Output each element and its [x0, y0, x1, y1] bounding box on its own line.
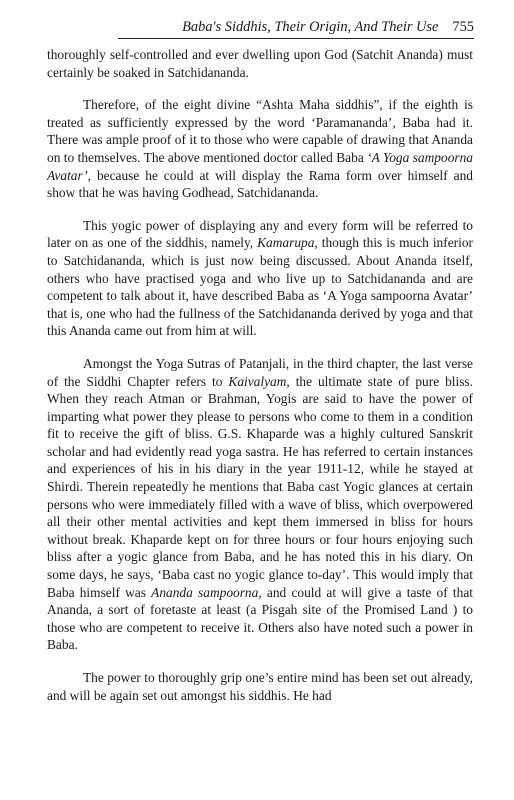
- text-run: , the ultimate state of pure bliss. When they reach Atman or Brahman, Yogis are said to have the power of imparting what power they please to persons who come to them in a condition fit to receive the gift of bliss. G.S. Khaparde was a highly cultured Sanskrit scholar and had evidently read yoga sastra. He has referred to certain instances and experiences of his in his diary in the year 1911-12, while he stayed at Shirdi. Therein repeatedly he mentions that Baba cast Yogic glances at certain persons who were immediately filled with a wave of bliss, which overpowered all their other mental activities and kept them immersed in bliss for hours without break. Khaparde kept on for three hours or four hours enjoying such bliss after a yogic glance from Baba, and he has noted this in his diary. On some days, he says, ‘Baba cast no yogic glance to-day’. This would imply that Baba himself was: [47, 373, 473, 600]
- running-header: [118, 17, 474, 39]
- italic-term: ‘A Yoga sampoorna Avatar’,: [47, 149, 473, 183]
- text-run: Amongst the Yoga Sutras of Patanjali, in the third chapter, the last verse of the Siddhi Chapter refers to: [47, 355, 473, 389]
- text-run: , though this is much inferior to Satchidananda, which is just now being discussed. About Ananda itself, others who have practised yoga and who live up to Satchidananda and are competent to talk about it, have described Baba as ‘A Yoga sampoorna Avatar’ that is, one who had the fullness of the Satchidananda derived by yoga and that this Ananda came out from him at will.: [47, 235, 473, 339]
- body-text: [47, 46, 473, 704]
- text-run: and could at will give a taste of that Ananda, a sort of foretaste at least (a Pisgah site of the Promised Land ) to those who are competent to receive it. Others also have noted such a power in Baba.: [47, 584, 474, 653]
- paragraph: [47, 669, 473, 704]
- paragraph: [47, 96, 473, 202]
- paragraph: [47, 46, 473, 81]
- italic-term: Kaivalyam: [228, 373, 287, 389]
- italic-term: Kamarupa: [257, 235, 315, 251]
- paragraph: [47, 355, 473, 654]
- chapter-title: Baba's Siddhis, Their Origin, And Their Use: [182, 19, 439, 35]
- text-run: Therefore, of the eight divine “Ashta Maha siddhis”, if the eighth is treated as sufficiently expressed by the word ‘Paramananda’, Baba had it. There was ample proof of it to those who were capable of drawing that Ananda on to themselves. The above mentioned doctor called Baba: [47, 97, 473, 165]
- text-run: The power to thoroughly grip one’s entire mind has been set out already, and will be again set out amongst his siddhis. He had: [47, 670, 473, 703]
- paragraph: [47, 217, 473, 340]
- italic-term: Ananda sampoorna,: [151, 584, 262, 600]
- page-number: 755: [452, 19, 474, 35]
- text-run: because he could at will display the Rama form over himself and show that he was having Godhead, Satchidananda.: [47, 167, 473, 201]
- text-run: thoroughly self-controlled and ever dwelling upon God (Satchit Ananda) must certainly be soaked in Satchidananda.: [47, 47, 473, 80]
- text-run: This yogic power of displaying any and every form will be referred to later on as one of the siddhis, namely,: [47, 217, 473, 251]
